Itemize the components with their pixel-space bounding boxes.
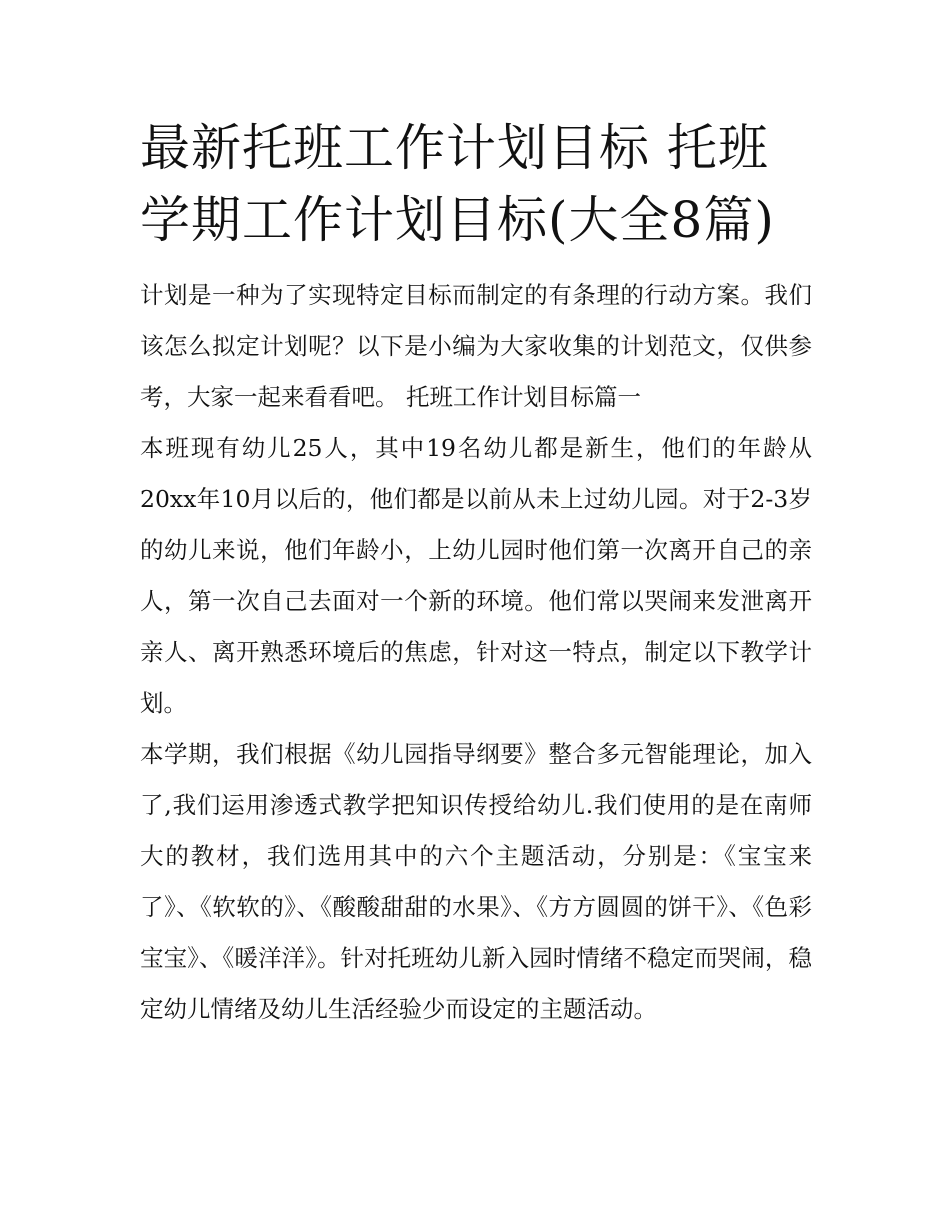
paragraph-class-overview: 本班现有幼儿25人，其中19名幼儿都是新生，他们的年龄从20xx年10月以后的，他们都是以前从未上过幼儿园。对于2-3岁的幼儿来说，他们年龄小，上幼儿园时他们第一次离开自己的亲人，第一次自己去面对一个新的环境。他们常以哭闹来发泄离开亲人、离开熟悉环境后的焦虑，针对这一特点，制定以下教学计划。 — [140, 434, 812, 717]
paragraph-curriculum: 本学期，我们根据《幼儿园指导纲要》整合多元智能理论，加入了,我们运用渗透式教学把知识传授给幼儿.我们使用的是在南师大的教材，我们选用其中的六个主题活动，分别是：《宝宝来了》、《软软的》、《酸酸甜甜的水果》、《方方圆圆的饼干》、《色彩宝宝》、《暖洋洋》。针对托班幼儿新入园时情绪不稳定而哭闹，稳定幼儿情绪及幼儿生活经验少而设定的主题活动。 — [140, 740, 812, 1023]
document-title: 最新托班工作计划目标 托班学期工作计划目标(大全8篇) — [140, 119, 775, 249]
document-body — [140, 112, 812, 1035]
paragraph-intro: 计划是一种为了实现特定目标而制定的有条理的行动方案。我们该怎么拟定计划呢？以下是小编为大家收集的计划范文，仅供参考，大家一起来看看吧。 托班工作计划目标篇一 — [140, 281, 812, 411]
